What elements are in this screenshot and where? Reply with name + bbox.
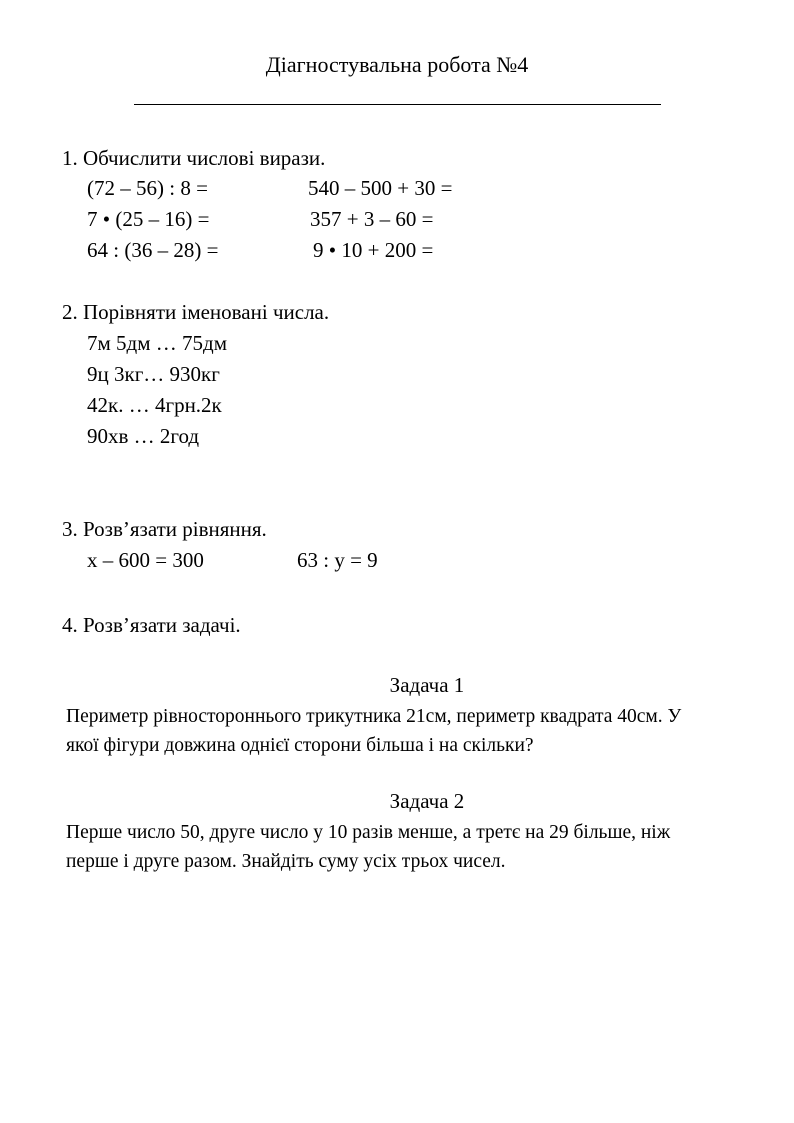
problem1-text xyxy=(66,702,766,760)
problem2-text-line-2: перше і друге разом. Знайдіть суму усіх трьох чисел. xyxy=(66,851,506,872)
task4-heading: 4. Розв’язати задачі. xyxy=(62,613,241,637)
task2-heading: 2. Порівняти іменовані числа. xyxy=(62,300,330,324)
problem2-text-line-1: Перше число 50, друге число у 10 разів менше, а третє на 29 більше, ніж xyxy=(66,822,671,843)
task1-expression-left-3: 64 : (36 – 28) = xyxy=(87,238,219,262)
problem1-text-line-2: якої фігури довжина однієї сторони більша і на скільки? xyxy=(66,735,534,756)
task1-expression-right-3: 9 • 10 + 200 = xyxy=(313,238,434,262)
task3-equation-1: х – 600 = 300 xyxy=(87,548,204,572)
task3-equation-2: 63 : у = 9 xyxy=(297,548,378,572)
task2-item-2: 9ц 3кг… 930кг xyxy=(87,362,220,386)
task2-item-4: 90хв … 2год xyxy=(87,424,200,448)
problem2-title: Задача 2 xyxy=(389,789,465,813)
problem1-text-line-1: Периметр рівностороннього трикутника 21см, периметр квадрата 40см. У xyxy=(66,706,682,727)
task2-item-1: 7м 5дм … 75дм xyxy=(87,331,227,355)
task3-heading: 3. Розв’язати рівняння. xyxy=(62,517,267,541)
page-title: Діагностувальна робота №4 xyxy=(265,52,529,77)
problem2-text xyxy=(66,818,766,876)
task1-expression-left-1: (72 – 56) : 8 = xyxy=(87,176,208,200)
task1-expression-left-2: 7 • (25 – 16) = xyxy=(87,207,210,231)
task2-item-3: 42к. … 4грн.2к xyxy=(87,393,222,417)
task1-expression-right-1: 540 – 500 + 30 = xyxy=(308,176,453,200)
title-underline xyxy=(134,104,661,105)
problem1-title: Задача 1 xyxy=(389,673,465,697)
task1-heading: 1. Обчислити числові вирази. xyxy=(62,146,326,170)
task1-expression-right-2: 357 + 3 – 60 = xyxy=(310,207,434,231)
